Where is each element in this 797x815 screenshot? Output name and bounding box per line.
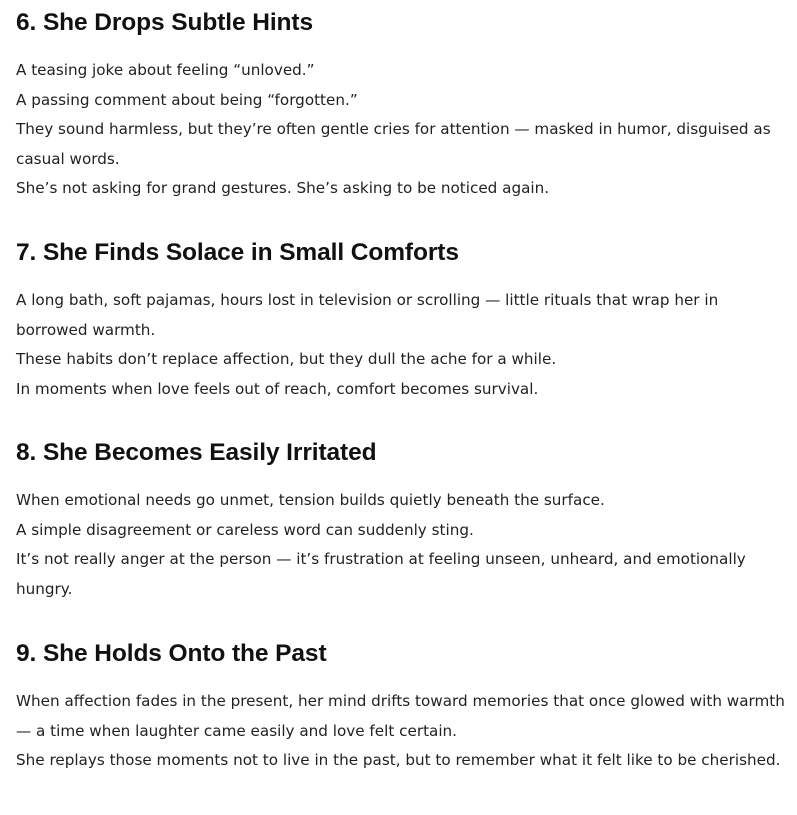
section-7 — [16, 238, 791, 404]
paragraph: When affection fades in the present, her mind drifts toward memories that once glowed with warmth — a time when laughter came easily and love felt certain. — [16, 692, 785, 740]
section-heading: 6. She Drops Subtle Hints — [16, 9, 313, 36]
section-heading: 7. She Finds Solace in Small Comforts — [16, 239, 459, 266]
section-body — [16, 56, 791, 204]
paragraph: It’s not really anger at the person — it’s frustration at feeling unseen, unheard, and emotionally hungry. — [16, 550, 746, 598]
paragraph: A teasing joke about feeling “unloved.” — [16, 61, 315, 79]
section-body — [16, 687, 791, 776]
section-8 — [16, 438, 791, 604]
paragraph: A simple disagreement or careless word can suddenly sting. — [16, 520, 474, 539]
paragraph: She’s not asking for grand gestures. She’s asking to be noticed again. — [16, 179, 550, 197]
paragraph: A passing comment about being “forgotten.” — [16, 90, 358, 109]
paragraph: In moments when love feels out of reach, comfort becomes survival. — [16, 379, 539, 398]
paragraph: They sound harmless, but they’re often gentle cries for attention — masked in humor, disguised as casual words. — [16, 120, 771, 168]
section-body — [16, 486, 791, 604]
paragraph: A long bath, soft pajamas, hours lost in television or scrolling — little rituals that wrap her in borrowed warmth. — [16, 291, 719, 339]
paragraph: When emotional needs go unmet, tension builds quietly beneath the surface. — [16, 491, 605, 509]
section-heading: 9. She Holds Onto the Past — [16, 640, 327, 667]
paragraph: She replays those moments not to live in the past, but to remember what it felt like to be cherished. — [16, 751, 781, 769]
section-9 — [16, 639, 791, 776]
paragraph: These habits don’t replace affection, but they dull the ache for a while. — [16, 350, 557, 368]
section-6 — [16, 8, 791, 204]
section-body — [16, 286, 791, 404]
section-heading: 8. She Becomes Easily Irritated — [16, 439, 377, 466]
